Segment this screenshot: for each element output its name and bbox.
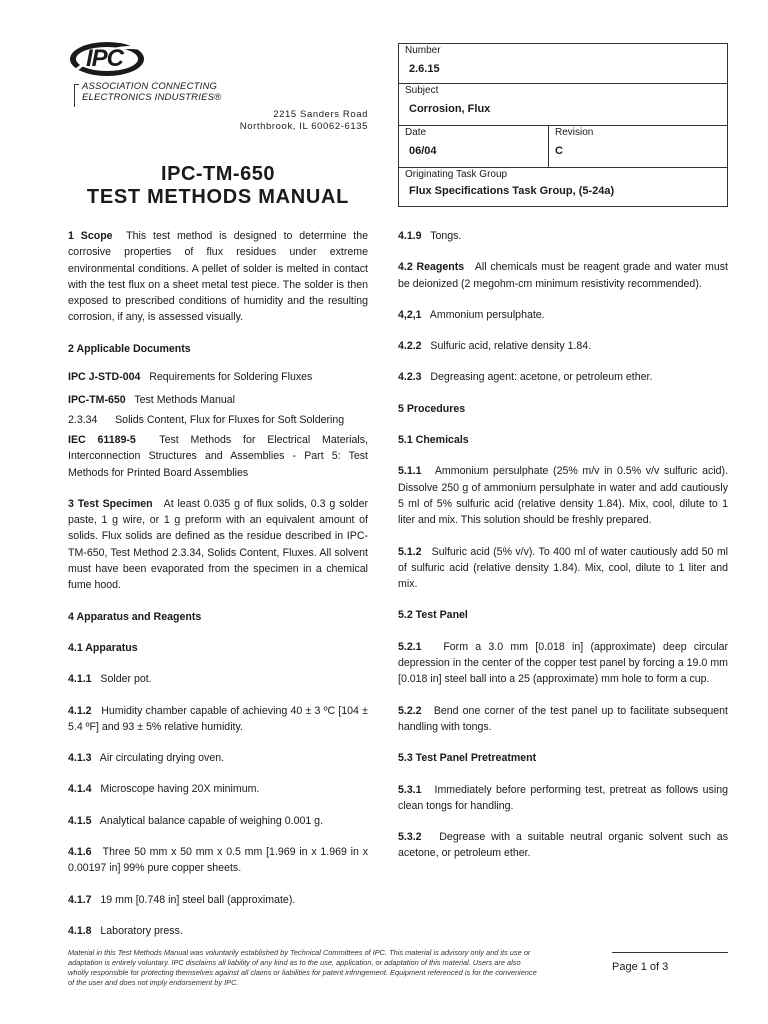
assoc-line-1: ASSOCIATION CONNECTING xyxy=(82,81,218,92)
paragraph-text: Requirements for Soldering Fluxes xyxy=(140,371,313,384)
paragraph-text: Tongs. xyxy=(421,230,462,242)
date-value: 06/04 xyxy=(409,145,437,157)
assoc-line-2: ELECTRONICS INDUSTRIES® xyxy=(82,92,222,103)
subject-value: Corrosion, Flux xyxy=(409,103,491,115)
paragraph xyxy=(398,639,731,688)
date-label: Date xyxy=(405,127,427,138)
paragraph-text: Degreasing agent: acetone, or petroleum ether. xyxy=(421,371,653,384)
section-number: 3 Test Specimen xyxy=(68,497,153,510)
paragraph-text: At least 0.035 g of flux solids, 0.3 g solder paste, 1 g wire, or 1 g preform with an equivalent amount of solids. Flux solids are defined as the residue described in IPC-TM-650, Test Method 2.3.34, Solids Content, Fluxes. All solvent must have been evaporated from the specimen in a chemical fume hood. xyxy=(68,497,371,592)
section-number: IPC-TM-650 xyxy=(68,394,126,407)
paragraph xyxy=(68,813,368,829)
paragraph xyxy=(68,923,368,939)
section-number: 4.1.9 xyxy=(398,230,422,242)
paragraph xyxy=(68,892,368,908)
document-info-box xyxy=(398,43,728,207)
section-number: 4 Apparatus and Reagents xyxy=(68,610,202,623)
section-number: 5.3 Test Panel Pretreatment xyxy=(398,752,537,765)
paragraph-text: This test method is designed to determine the corrosive properties of flux residues under extreme environmental conditions. A pellet of solder is melted in contact with the test flux on a sheet metal test piece. The solder is then exposed to prescribed conditions of humidity and the resulting corrosion, if any, is assessed visually. xyxy=(68,230,371,324)
section-number: 2 Applicable Documents xyxy=(68,342,191,355)
paragraph xyxy=(398,228,728,244)
paragraph xyxy=(68,750,368,766)
footer-disclaimer: Material in this Test Methods Manual was voluntarily established by Technical Committees of IPC. This material is advisory only and its use or adaptation is entirely voluntary. IPC disclaims all liability of any kind as to the use, application, or adaptation of this material. Users are also wholly responsible for protecting themselves against all claims or liabilities for patent infringement. Equipment referenced is for the convenience of the user and does not imply endorsement by IPC. xyxy=(68,948,537,987)
paragraph xyxy=(398,829,731,862)
paragraph xyxy=(68,640,368,656)
logo-bracket xyxy=(74,84,79,107)
paragraph-text: 2.3.34 Solids Content, Flux for Fluxes for Soft Soldering xyxy=(68,413,345,426)
page-number: Page 1 of 3 xyxy=(612,952,728,973)
section-number: 5.2.2 xyxy=(398,704,422,717)
paragraph xyxy=(68,609,368,625)
task-group-cell xyxy=(399,168,727,206)
paragraph-text: Ammonium persulphate. xyxy=(421,308,545,321)
paragraph xyxy=(398,338,728,354)
paragraph-text: Three 50 mm x 50 mm x 0.5 mm [1.969 in x 1.969 in x 0.00197 in] 99% pure copper sheets. xyxy=(68,846,371,875)
paragraph xyxy=(398,463,731,528)
paragraph-text: Test Methods for Electrical Materials, Interconnection Structures and Assemblies - Part 5: Test Methods for Printed Board Assemblies xyxy=(68,433,371,479)
paragraph xyxy=(68,392,368,408)
association-name xyxy=(82,81,221,103)
logo-text: IPC xyxy=(86,45,124,72)
paragraph xyxy=(398,259,731,292)
paragraph xyxy=(68,781,368,797)
section-number: 4.1 Apparatus xyxy=(68,641,138,654)
paragraph xyxy=(68,341,368,357)
revision-value: C xyxy=(555,145,563,157)
paragraph xyxy=(68,703,371,736)
section-number: 5.3.1 xyxy=(398,783,422,796)
section-number: 4.1.3 xyxy=(68,752,92,765)
section-number: 5.2.1 xyxy=(398,640,422,653)
number-value: 2.6.15 xyxy=(409,63,440,75)
paragraph xyxy=(68,496,371,594)
section-number: 4,2,1 xyxy=(398,308,422,321)
paragraph xyxy=(398,432,728,448)
paragraph-text: Test Methods Manual xyxy=(125,394,236,407)
address xyxy=(200,109,368,133)
paragraph-text: Sulfuric acid, relative density 1.84. xyxy=(421,340,592,353)
section-number: 4.1.4 xyxy=(68,783,92,796)
section-number: 4.2.2 xyxy=(398,340,422,353)
task-group-value: Flux Specifications Task Group, (5-24a) xyxy=(409,185,615,197)
paragraph xyxy=(398,750,728,766)
paragraph xyxy=(398,307,728,323)
paragraph-text: Air circulating drying oven. xyxy=(91,752,225,765)
section-number: 4.2 Reagents xyxy=(398,261,465,274)
section-number: 4.2.3 xyxy=(398,371,422,384)
section-number: 4.1.5 xyxy=(68,814,92,827)
paragraph-text: Degrease with a suitable neutral organic solvent such as acetone, or petroleum ether. xyxy=(398,831,731,860)
section-number: 4.1.8 xyxy=(68,924,92,937)
paragraph-text: Humidity chamber capable of achieving 40 ± 3 ºC [104 ± 5.4 ºF] and 93 ± 5% relative humidity. xyxy=(68,704,371,733)
right-column xyxy=(398,228,731,877)
paragraph xyxy=(398,607,728,623)
paragraph-text: Microscope having 20X minimum. xyxy=(91,783,260,796)
subject-cell xyxy=(399,84,727,126)
section-number: 5.1.1 xyxy=(398,465,422,478)
section-number: 5.1 Chemicals xyxy=(398,434,469,447)
date-cell xyxy=(399,126,549,168)
paragraph-text: Bend one corner of the test panel up to facilitate subsequent handling with tongs. xyxy=(398,704,731,733)
section-number: 5.1.2 xyxy=(398,545,422,558)
paragraph-text: Immediately before performing test, pretreat as follows using clean tongs for handling. xyxy=(398,783,731,812)
section-number: 5.3.2 xyxy=(398,831,422,844)
paragraph xyxy=(68,844,371,877)
number-label: Number xyxy=(405,45,441,56)
section-number: 5 Procedures xyxy=(398,402,466,415)
paragraph-text: Analytical balance capable of weighing 0.001 g. xyxy=(91,814,324,827)
paragraph-text: Laboratory press. xyxy=(91,924,183,937)
section-number: 5.2 Test Panel xyxy=(398,609,468,622)
ipc-logo xyxy=(68,40,146,78)
paragraph xyxy=(68,228,371,326)
document-title-line-1: IPC-TM-650 xyxy=(161,163,275,185)
section-number: IEC 61189-5 xyxy=(68,433,136,446)
paragraph-text: Solder pot. xyxy=(91,673,152,686)
paragraph xyxy=(68,412,368,428)
section-number: 4.1.1 xyxy=(68,673,92,686)
section-number: 4.1.6 xyxy=(68,846,92,859)
paragraph xyxy=(398,369,728,385)
paragraph-text: Form a 3.0 mm [0.018 in] (approximate) deep circular depression in the center of the copper test panel by forcing a 19.0 mm [0.018 in] steel ball into a 25 (approximate) mm hole to form a cup. xyxy=(398,640,731,686)
paragraph xyxy=(398,782,731,815)
revision-label: Revision xyxy=(555,127,594,138)
address-line-1: 2215 Sanders Road xyxy=(273,109,368,120)
subject-label: Subject xyxy=(405,85,439,96)
section-number: 4.1.7 xyxy=(68,893,92,906)
paragraph-text: Ammonium persulphate (25% m/v in 0.5% v/v sulfuric acid). Dissolve 250 g of ammonium persulphate in water and add cautiously 5 ml of 5% sulfuric acid (relative density 1.84). Mix, cool, dilute to 1 liter and mix. This solution should be freshly prepared. xyxy=(398,465,731,527)
document-title-line-2: TEST METHODS MANUAL xyxy=(86,186,350,208)
paragraph xyxy=(398,401,728,417)
paragraph xyxy=(398,544,731,593)
paragraph xyxy=(68,432,371,481)
paragraph xyxy=(68,369,368,385)
paragraph-text: All chemicals must be reagent grade and water must be deionized (2 megohm-cm minimum resistivity recommended). xyxy=(398,261,731,290)
section-number: IPC J-STD-004 xyxy=(68,371,141,384)
paragraph-text: Sulfuric acid (5% v/v). To 400 ml of water cautiously add 50 ml of sulfuric acid (relative density 1.84). Mix, cool, dilute to 1 liter and mix. xyxy=(398,545,731,591)
paragraph xyxy=(398,703,731,736)
revision-cell xyxy=(549,126,727,168)
paragraph-text: 19 mm [0.748 in] steel ball (approximate). xyxy=(91,893,296,906)
task-group-label: Originating Task Group xyxy=(405,169,508,180)
address-line-2: Northbrook, IL 60062-6135 xyxy=(239,121,368,132)
number-cell xyxy=(399,44,727,84)
paragraph xyxy=(68,671,368,687)
section-number: 1 Scope xyxy=(68,230,113,242)
left-column xyxy=(68,228,371,954)
section-number: 4.1.2 xyxy=(68,704,92,717)
